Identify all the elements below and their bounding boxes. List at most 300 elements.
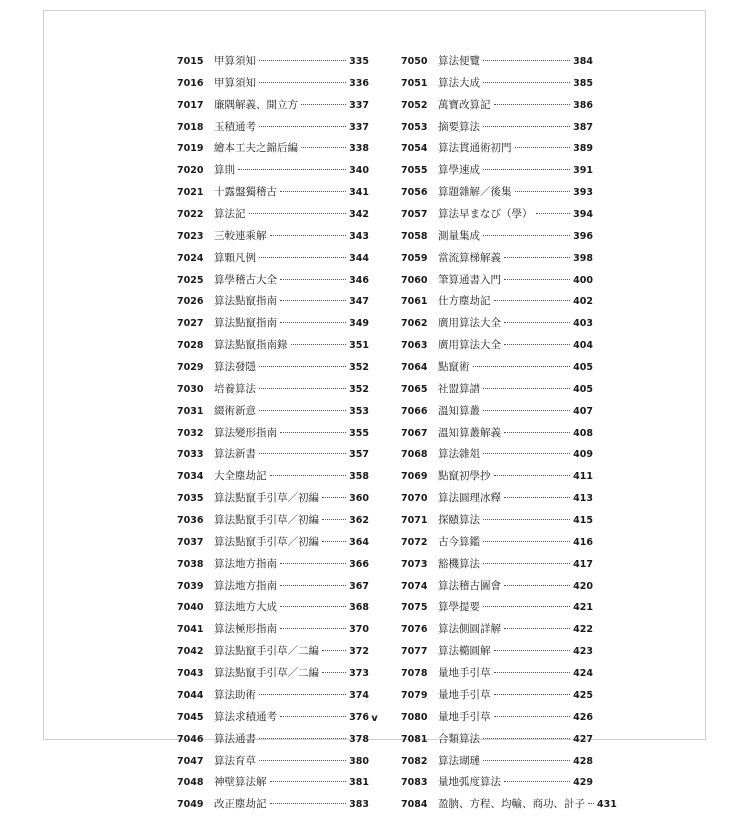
entry-number: 7081 — [401, 733, 428, 745]
index-entry — [177, 335, 369, 357]
entry-page: 386 — [573, 99, 593, 111]
entry-title: 算法記 — [214, 208, 246, 221]
entry-page: 338 — [349, 143, 369, 155]
entry-number: 7074 — [401, 580, 428, 592]
entry-number: 7050 — [401, 56, 428, 67]
entry-page: 415 — [573, 515, 593, 527]
entry-title: 溫知算叢 — [438, 404, 480, 417]
entry-title: 當流算梯解義 — [438, 251, 501, 264]
entry-number: 7051 — [401, 77, 428, 89]
entry-page: 349 — [349, 318, 369, 330]
index-entry — [177, 751, 369, 773]
entry-title: 算法早まなび（學） — [438, 208, 533, 221]
entry-title: 算法育草 — [214, 754, 256, 767]
entry-page: 368 — [349, 602, 369, 614]
index-entry — [401, 444, 593, 466]
dot-leader — [494, 104, 571, 105]
dot-leader — [473, 366, 571, 367]
entry-page: 403 — [573, 318, 593, 330]
entry-number: 7072 — [401, 536, 428, 548]
entry-page: 360 — [349, 493, 369, 505]
entry-title: 點竄術 — [438, 361, 470, 374]
entry-number: 7053 — [401, 121, 428, 133]
entry-page: 413 — [573, 493, 593, 505]
index-entry — [401, 248, 593, 270]
entry-page: 335 — [349, 56, 369, 67]
entry-number: 7083 — [401, 777, 428, 789]
entry-title: 合類算法 — [438, 732, 480, 745]
entry-title: 算法圓理冰釋 — [438, 492, 501, 505]
index-entry — [177, 117, 369, 139]
index-entry — [401, 751, 593, 773]
entry-number: 7021 — [177, 187, 204, 199]
entry-page: 378 — [349, 733, 369, 745]
entry-title: 摘要算法 — [438, 120, 480, 133]
entry-page: 407 — [573, 405, 593, 417]
entry-number: 7024 — [177, 252, 204, 264]
dot-leader — [483, 388, 570, 389]
dot-leader — [483, 126, 570, 127]
dot-leader — [270, 803, 347, 804]
index-entry — [401, 466, 593, 488]
dot-leader — [259, 453, 346, 454]
entry-page: 362 — [349, 515, 369, 527]
index-entry — [401, 335, 593, 357]
index-entry — [177, 576, 369, 598]
index-entry — [401, 401, 593, 423]
entry-page: 429 — [573, 777, 593, 789]
index-entry — [401, 794, 617, 816]
index-entry — [177, 772, 369, 794]
entry-number: 7060 — [401, 274, 428, 286]
dot-leader — [515, 191, 571, 192]
entry-number: 7042 — [177, 646, 204, 658]
entry-page: 408 — [573, 427, 593, 439]
entry-page: 385 — [573, 77, 593, 89]
entry-title: 廉隅解義、開立方 — [214, 98, 298, 111]
entry-number: 7075 — [401, 602, 428, 614]
entry-number: 7058 — [401, 230, 428, 242]
dot-leader — [483, 563, 570, 564]
dot-leader — [483, 60, 570, 61]
entry-number: 7027 — [177, 318, 204, 330]
entry-title: 算法瑚璉 — [438, 754, 480, 767]
entry-title: 量地手引草 — [438, 667, 491, 680]
entry-title: 量地手引草 — [438, 710, 491, 723]
entry-number: 7037 — [177, 536, 204, 548]
dot-leader — [483, 235, 570, 236]
entry-number: 7028 — [177, 340, 204, 352]
dot-leader — [504, 585, 570, 586]
dot-leader — [504, 344, 570, 345]
entry-page: 417 — [573, 558, 593, 570]
index-entry — [177, 270, 369, 292]
entry-title: 筆算通書入門 — [438, 273, 501, 286]
index-entry — [177, 663, 369, 685]
entry-number: 7067 — [401, 427, 428, 439]
dot-leader — [588, 803, 594, 804]
index-entry — [401, 576, 593, 598]
entry-number: 7063 — [401, 340, 428, 352]
index-entry — [177, 466, 369, 488]
index-entry — [401, 379, 593, 401]
index-entry — [177, 138, 369, 160]
index-entry — [177, 204, 369, 226]
entry-number: 7059 — [401, 252, 428, 264]
entry-title: 量地手引草 — [438, 688, 491, 701]
entry-page: 387 — [573, 121, 593, 133]
dot-leader — [504, 279, 570, 280]
index-entry — [401, 532, 593, 554]
dot-leader — [259, 388, 346, 389]
entry-page: 364 — [349, 536, 369, 548]
entry-page: 346 — [349, 274, 369, 286]
entry-page: 422 — [573, 624, 593, 636]
index-entry — [177, 532, 369, 554]
index-entry — [177, 357, 369, 379]
index-entry — [401, 554, 593, 576]
dot-leader — [322, 541, 346, 542]
entry-title: 玉積通考 — [214, 120, 256, 133]
entry-page: 374 — [349, 689, 369, 701]
index-entry — [177, 51, 369, 73]
dot-leader — [259, 410, 346, 411]
entry-title: 點竄初學抄 — [438, 470, 491, 483]
entry-number: 7079 — [401, 689, 428, 701]
dot-leader — [504, 628, 570, 629]
dot-leader — [515, 147, 571, 148]
entry-number: 7019 — [177, 143, 204, 155]
entry-page: 425 — [573, 689, 593, 701]
entry-number: 7040 — [177, 602, 204, 614]
dot-leader — [259, 126, 346, 127]
entry-number: 7057 — [401, 209, 428, 221]
entry-title: 算法地方指南 — [214, 557, 277, 570]
dot-leader — [483, 541, 570, 542]
entry-number: 7065 — [401, 383, 428, 395]
dot-leader — [259, 694, 346, 695]
entry-title: 改正塵劫記 — [214, 798, 267, 811]
dot-leader — [322, 497, 346, 498]
entry-title: 繪本工夫之錦后編 — [214, 142, 298, 155]
entry-number: 7020 — [177, 165, 204, 177]
dot-leader — [536, 213, 571, 214]
index-entry — [401, 772, 593, 794]
index-entry — [401, 510, 593, 532]
entry-number: 7023 — [177, 230, 204, 242]
dot-leader — [259, 760, 346, 761]
dot-leader — [483, 738, 570, 739]
index-entry — [177, 488, 369, 510]
index-entry — [177, 444, 369, 466]
entry-title: 盈朒、方程、均輸、商功、計子 — [438, 798, 585, 811]
index-entry — [401, 138, 593, 160]
index-entry — [401, 160, 593, 182]
entry-number: 7080 — [401, 711, 428, 723]
index-entry — [401, 423, 593, 445]
entry-page: 373 — [349, 668, 369, 680]
entry-page: 351 — [349, 340, 369, 352]
index-entry — [401, 117, 593, 139]
entry-page: 426 — [573, 711, 593, 723]
entry-title: 算法側圓詳解 — [438, 623, 501, 636]
entry-number: 7025 — [177, 274, 204, 286]
dot-leader — [280, 606, 346, 607]
entry-number: 7056 — [401, 187, 428, 199]
index-entry — [177, 685, 369, 707]
entry-title: 算法雜俎 — [438, 448, 480, 461]
entry-number: 7033 — [177, 449, 204, 461]
entry-number: 7066 — [401, 405, 428, 417]
entry-number: 7018 — [177, 121, 204, 133]
entry-page: 394 — [573, 209, 593, 221]
entry-title: 培養算法 — [214, 382, 256, 395]
entry-page: 352 — [349, 362, 369, 374]
index-entry — [401, 204, 593, 226]
entry-number: 7078 — [401, 668, 428, 680]
entry-title: 算法點竄手引草／二編 — [214, 667, 319, 680]
entry-title: 廣用算法大全 — [438, 339, 501, 352]
dot-leader — [483, 453, 570, 454]
entry-page: 347 — [349, 296, 369, 308]
dot-leader — [259, 366, 346, 367]
entry-page: 393 — [573, 187, 593, 199]
index-page — [43, 10, 706, 811]
index-entry — [401, 619, 593, 641]
entry-page: 431 — [597, 799, 617, 811]
index-entry — [177, 729, 369, 751]
entry-page: 381 — [349, 777, 369, 789]
entry-page: 340 — [349, 165, 369, 177]
entry-number: 7036 — [177, 515, 204, 527]
entry-title: 溫知算叢解義 — [438, 426, 501, 439]
entry-number: 7064 — [401, 362, 428, 374]
entry-number: 7048 — [177, 777, 204, 789]
entry-page: 409 — [573, 449, 593, 461]
entry-page: 337 — [349, 121, 369, 133]
entry-title: 甲算須知 — [214, 55, 256, 67]
index-entry — [401, 597, 593, 619]
entry-page: 344 — [349, 252, 369, 264]
index-entry — [177, 619, 369, 641]
dot-leader — [301, 104, 346, 105]
entry-title: 測量集成 — [438, 229, 480, 242]
dot-leader — [483, 760, 570, 761]
entry-number: 7031 — [177, 405, 204, 417]
entry-title: 三較連乘解 — [214, 229, 267, 242]
entry-number: 7038 — [177, 558, 204, 570]
index-entry — [401, 182, 593, 204]
entry-title: 萬寶改算記 — [438, 98, 491, 111]
dot-leader — [494, 672, 571, 673]
entry-number: 7030 — [177, 383, 204, 395]
entry-title: 社盟算譜 — [438, 382, 480, 395]
entry-title: 算法大成 — [438, 76, 480, 89]
dot-leader — [238, 169, 346, 170]
entry-number: 7055 — [401, 165, 428, 177]
entry-title: 大全塵劫記 — [214, 470, 267, 483]
entry-title: 算法點竄手引草／二編 — [214, 645, 319, 658]
entry-number: 7044 — [177, 689, 204, 701]
entry-title: 算法地方大成 — [214, 601, 277, 614]
entry-title: 神壁算法解 — [214, 776, 267, 789]
dot-leader — [270, 235, 347, 236]
dot-leader — [483, 82, 570, 83]
dot-leader — [270, 475, 347, 476]
index-entry — [177, 379, 369, 401]
entry-page: 400 — [573, 274, 593, 286]
dot-leader — [280, 279, 346, 280]
dot-leader — [291, 344, 347, 345]
dot-leader — [301, 147, 346, 148]
entry-number: 7061 — [401, 296, 428, 308]
index-entry — [177, 401, 369, 423]
entry-number: 7017 — [177, 99, 204, 111]
entry-number: 7049 — [177, 799, 204, 811]
index-entry — [401, 291, 593, 313]
dot-leader — [322, 519, 346, 520]
entry-page: 398 — [573, 252, 593, 264]
index-entry — [177, 73, 369, 95]
entry-title: 算題雜解／後集 — [438, 186, 512, 199]
entry-title: 探賾算法 — [438, 514, 480, 527]
dot-leader — [280, 300, 346, 301]
entry-number: 7082 — [401, 755, 428, 767]
entry-page: 366 — [349, 558, 369, 570]
entry-title: 算學稽古大全 — [214, 273, 277, 286]
entry-number: 7035 — [177, 493, 204, 505]
entry-title: 算法點竄手引草／初編 — [214, 492, 319, 505]
dot-leader — [494, 650, 571, 651]
entry-number: 7016 — [177, 77, 204, 89]
entry-page: 343 — [349, 230, 369, 242]
index-entry — [177, 794, 369, 816]
entry-title: 算法便覽 — [438, 55, 480, 67]
dot-leader — [504, 497, 570, 498]
index-entry — [401, 685, 593, 707]
entry-page: 355 — [349, 427, 369, 439]
index-entry — [401, 73, 593, 95]
entry-page: 358 — [349, 471, 369, 483]
index-entry — [401, 270, 593, 292]
dot-leader — [280, 585, 346, 586]
index-entry — [177, 95, 369, 117]
entry-page: 405 — [573, 362, 593, 374]
dot-leader — [483, 606, 570, 607]
dot-leader — [249, 213, 347, 214]
entry-number: 7054 — [401, 143, 428, 155]
entry-page: 405 — [573, 383, 593, 395]
entry-number: 7032 — [177, 427, 204, 439]
index-column-right — [401, 51, 617, 816]
entry-title: 算法變形指南 — [214, 426, 277, 439]
index-entry — [177, 554, 369, 576]
entry-title: 算則 — [214, 164, 235, 177]
entry-page: 367 — [349, 580, 369, 592]
entry-title: 綴術新意 — [214, 404, 256, 417]
entry-number: 7026 — [177, 296, 204, 308]
entry-page: 337 — [349, 99, 369, 111]
entry-title: 十露盤獨稽古 — [214, 186, 277, 199]
dot-leader — [280, 628, 346, 629]
entry-page: 391 — [573, 165, 593, 177]
index-entry — [401, 488, 593, 510]
entry-page: 380 — [349, 755, 369, 767]
entry-number: 7043 — [177, 668, 204, 680]
page-number: v — [371, 713, 378, 724]
entry-title: 算學提要 — [438, 601, 480, 614]
entry-title: 算法新書 — [214, 448, 256, 461]
index-column-left — [177, 51, 369, 816]
entry-title: 算法點竄指南錄 — [214, 339, 288, 352]
entry-page: 370 — [349, 624, 369, 636]
entry-title: 算顆凡例 — [214, 251, 256, 264]
dot-leader — [259, 60, 346, 61]
entry-number: 7034 — [177, 471, 204, 483]
index-entry — [401, 729, 593, 751]
dot-leader — [494, 475, 571, 476]
dot-leader — [494, 300, 571, 301]
entry-number: 7041 — [177, 624, 204, 636]
entry-page: 376 — [349, 711, 369, 723]
entry-page: 427 — [573, 733, 593, 745]
index-entry — [401, 51, 593, 73]
entry-page: 336 — [349, 77, 369, 89]
entry-title: 算法通書 — [214, 732, 256, 745]
entry-title: 算學速成 — [438, 164, 480, 177]
dot-leader — [494, 694, 571, 695]
index-entry — [177, 248, 369, 270]
entry-title: 算法點竄指南 — [214, 317, 277, 330]
entry-title: 算法點竄指南 — [214, 295, 277, 308]
entry-number: 7015 — [177, 56, 204, 67]
entry-number: 7070 — [401, 493, 428, 505]
index-entry — [177, 291, 369, 313]
entry-page: 384 — [573, 56, 593, 67]
index-entry — [177, 160, 369, 182]
dot-leader — [259, 82, 346, 83]
entry-number: 7047 — [177, 755, 204, 767]
entry-page: 424 — [573, 668, 593, 680]
index-entry — [401, 226, 593, 248]
entry-page: 372 — [349, 646, 369, 658]
dot-leader — [280, 563, 346, 564]
entry-title: 仕方塵劫記 — [438, 295, 491, 308]
index-entry — [177, 182, 369, 204]
entry-page: 404 — [573, 340, 593, 352]
entry-page: 411 — [573, 471, 593, 483]
dot-leader — [483, 169, 570, 170]
index-entry — [401, 357, 593, 379]
entry-page: 423 — [573, 646, 593, 658]
entry-page: 357 — [349, 449, 369, 461]
entry-number: 7039 — [177, 580, 204, 592]
index-entry — [177, 313, 369, 335]
entry-page: 342 — [349, 209, 369, 221]
entry-page: 353 — [349, 405, 369, 417]
entry-title: 算法貫通術初門 — [438, 142, 512, 155]
entry-number: 7045 — [177, 711, 204, 723]
entry-number: 7052 — [401, 99, 428, 111]
entry-page: 389 — [573, 143, 593, 155]
entry-page: 352 — [349, 383, 369, 395]
entry-number: 7046 — [177, 733, 204, 745]
entry-title: 算法點竄手引草／初編 — [214, 514, 319, 527]
entry-number: 7062 — [401, 318, 428, 330]
entry-title: 算法點竄手引草／初編 — [214, 535, 319, 548]
entry-number: 7084 — [401, 799, 428, 811]
dot-leader — [504, 322, 570, 323]
